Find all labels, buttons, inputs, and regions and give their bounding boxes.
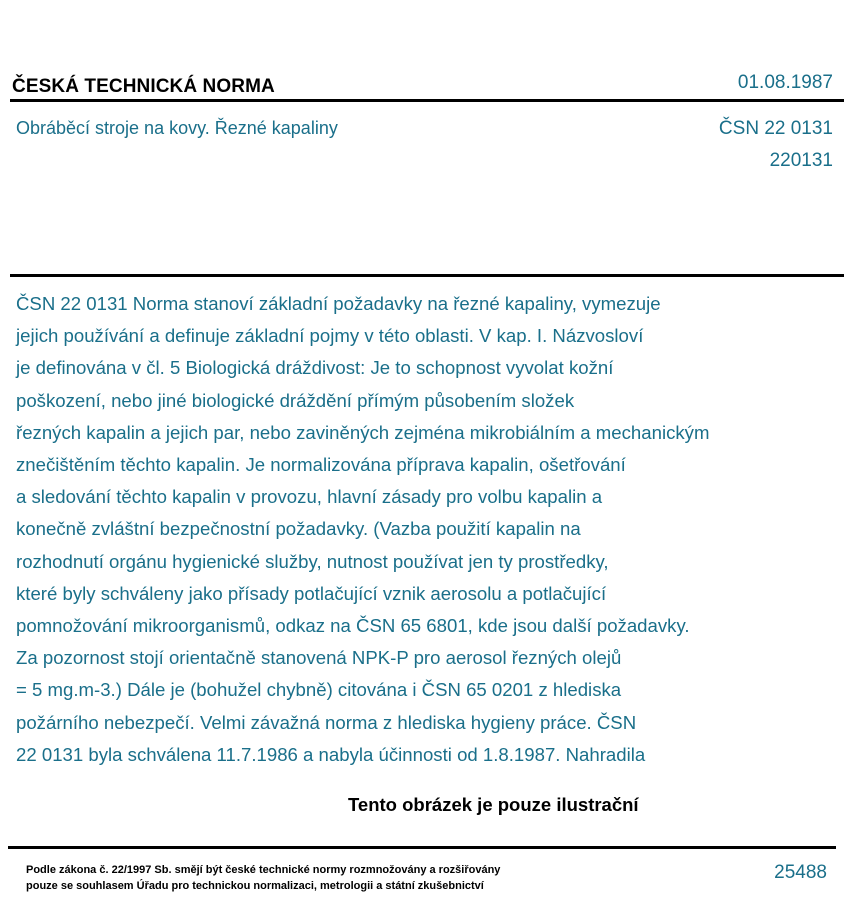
abstract-line: jejich používání a definuje základní pojmy v této oblasti. V kap. I. Názvosloví xyxy=(16,325,644,347)
abstract-line: požárního nebezpečí. Velmi závažná norma z hlediska hygieny práce. ČSN xyxy=(16,711,637,733)
abstract-line: = 5 mg.m-3.) Dále je (bohužel chybně) citována i ČSN 65 0201 z hlediska xyxy=(16,679,622,701)
abstract-line: řezných kapalin a jejich par, nebo zaviněných zejména mikrobiálním a mechanickým xyxy=(16,421,710,443)
copyright-line: pouze se souhlasem Úřadu pro technickou normalizaci, metrologii a státní zkušebnictví xyxy=(26,880,484,892)
abstract-line: které byly schváleny jako přísady potlačující vznik aerosolu a potlačující xyxy=(16,582,607,604)
standard-code: ČSN 22 0131 xyxy=(718,118,833,139)
abstract-line: je definována v čl. 5 Biologická dráždivost: Je to schopnost vyvolat kožní xyxy=(16,357,614,379)
copyright-notice xyxy=(26,862,500,894)
abstract-line: pomnožování mikroorganismů, odkaz na ČSN 65 6801, kde jsou další požadavky. xyxy=(16,615,690,637)
abstract-line: poškození, nebo jiné biologické dráždění přímým působením složek xyxy=(16,389,575,411)
document-number: 25488 xyxy=(774,862,827,883)
abstract-line: a sledování těchto kapalin v provozu, hlavní zásady pro volbu kapalin a xyxy=(16,486,603,508)
header-divider xyxy=(10,99,844,102)
abstract-line: znečištěním těchto kapalin. Je normalizována příprava kapalin, ošetřování xyxy=(16,454,626,476)
document-title: Obráběcí stroje na kovy. Řezné kapaliny xyxy=(16,118,338,138)
abstract-line: ČSN 22 0131 Norma stanoví základní požadavky na řezné kapaliny, vymezuje xyxy=(16,293,661,314)
content-divider xyxy=(10,274,844,277)
footer-divider xyxy=(8,846,836,849)
document-date: 01.08.1987 xyxy=(737,72,833,93)
copyright-line: Podle zákona č. 22/1997 Sb. smějí být české technické normy rozmnožovány a rozšiřovány xyxy=(26,864,501,876)
abstract-line: rozhodnutí orgánu hygienické služby, nutnost používat jen ty prostředky, xyxy=(16,550,609,572)
document-heading: ČESKÁ TECHNICKÁ NORMA xyxy=(12,76,275,97)
abstract-line: Za pozornost stojí orientačně stanovená NPK-P pro aerosol řezných olejů xyxy=(16,647,622,669)
abstract-line: konečně zvláštní bezpečnostní požadavky. (Vazba použití kapalin na xyxy=(16,518,581,540)
illustration-note: Tento obrázek je pouze ilustrační xyxy=(348,794,639,815)
abstract-line: 22 0131 byla schválena 11.7.1986 a nabyla účinnosti od 1.8.1987. Nahradila xyxy=(16,743,646,765)
abstract-text xyxy=(16,288,846,771)
catalog-number: 220131 xyxy=(769,150,833,171)
